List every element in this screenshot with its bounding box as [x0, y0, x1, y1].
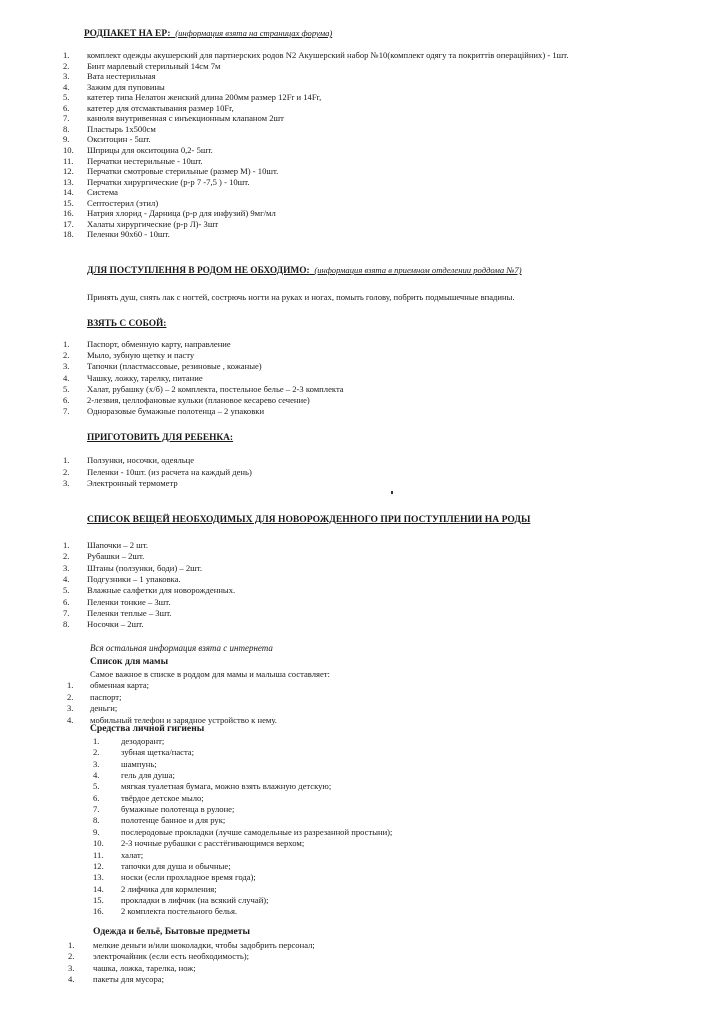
list-item: Ползунки, носочки, одеяльце [87, 455, 195, 465]
list-number: 5. [63, 92, 70, 103]
baby-prep-heading [87, 432, 233, 444]
list-item: мобильный телефон и зарядное устройство к нему. [90, 714, 277, 725]
list-number: 7. [63, 608, 70, 619]
list-number: 14. [93, 883, 104, 894]
list-item: зубная щетка/паста; [121, 747, 195, 758]
list-number: 2. [63, 60, 70, 71]
list-item: катетер типа Нелатон женский длина 200мм размер 12Fr и 14Fr, [87, 92, 322, 103]
newborn-heading [87, 514, 530, 526]
list-item: полотенце банное и для рук; [121, 815, 226, 826]
list-number: 3. [63, 562, 70, 573]
list-item: халат; [121, 849, 144, 860]
list-item: Влажные салфетки для новорожденных. [87, 585, 236, 596]
list-number: 14. [63, 187, 74, 198]
list-number: 11. [63, 155, 74, 166]
list-number: 1. [67, 680, 74, 690]
list-number: 3. [63, 71, 70, 82]
list-item: тапочки для душа и обычные; [121, 860, 231, 871]
list-number: 10. [63, 144, 74, 155]
list-number: 2. [63, 350, 70, 361]
list-item: 2 комплекта постельного белья. [121, 906, 238, 917]
list-item: Шапочки – 2 шт. [87, 540, 149, 550]
list-number: 6. [63, 596, 70, 607]
baby-prep-title: ПРИГОТОВИТЬ ДЛЯ РЕБЕНКА: [87, 433, 234, 443]
list-item: прокладки в лифчик (на всякий случай); [121, 894, 269, 905]
list-number: 1. [68, 940, 75, 950]
list-number: 2. [93, 747, 100, 758]
list-number: 1. [63, 339, 70, 349]
list-item: Септостерил (этил) [87, 197, 159, 208]
list-number: 3. [68, 962, 75, 973]
list-number: 9. [93, 826, 100, 837]
list-number: 13. [93, 872, 104, 883]
list-item: Перчатки хирургические (р-р 7 -7,5 ) - 10шт. [87, 176, 250, 187]
list-number: 8. [63, 123, 70, 134]
mama-title: Список для мамы [90, 656, 169, 667]
list-item: Штаны (ползунки, боди) – 2шт. [87, 562, 202, 573]
hygiene-title: Средства личной гигиены [90, 723, 205, 734]
list-item: Бинт марлевый стерильный 14см 7м [87, 60, 221, 71]
list-number: 3. [63, 478, 70, 488]
list-number: 3. [63, 361, 70, 372]
rodpaket-title: РОДПАКЕТ НА ЕР: [84, 29, 171, 39]
list-number: 9. [63, 134, 70, 145]
list-number: 4. [63, 372, 70, 383]
list-item: бумажные полотенца в рулоне; [121, 804, 235, 815]
list-item: гель для душа; [121, 770, 175, 781]
list-number: 15. [63, 197, 74, 208]
list-number: 17. [63, 218, 74, 229]
list-item: послеродовые прокладки (лучше самодельные из разрезанной простыни); [121, 826, 393, 837]
list-number: 3. [67, 703, 74, 713]
list-number: 4. [67, 714, 74, 725]
list-number: 2. [63, 466, 70, 477]
list-item: пакеты для мусора; [93, 974, 164, 985]
list-number: 4. [63, 574, 70, 585]
list-item: канюля внутривенная с инъекционным клапаном 2шт [87, 113, 284, 124]
list-item: мягкая туалетная бумага, можно взять влажную детскую; [121, 781, 332, 792]
list-number: 8. [63, 619, 70, 630]
list-item: шампунь; [121, 758, 157, 769]
list-item: электрочайник (если есть необходимость); [93, 951, 250, 962]
list-item: Вата нестерильная [87, 71, 156, 82]
list-number: 6. [63, 395, 70, 405]
rodpaket-heading [84, 27, 332, 40]
list-item: обменная карта; [90, 680, 150, 690]
list-item: Окситоцин - 5шт. [87, 134, 151, 145]
list-item: Зажим для пуповины [87, 81, 165, 92]
list-number: 16. [63, 208, 74, 219]
list-item: паспорт; [90, 691, 122, 702]
list-number: 8. [93, 815, 100, 826]
mama-intro: Самое важное в списке в роддом для мамы и малыша составляет: [90, 669, 330, 679]
list-number: 18. [63, 229, 74, 240]
list-number: 2. [63, 551, 70, 562]
list-item: 2 лифчика для кормления; [121, 883, 217, 894]
list-number: 7. [63, 406, 70, 417]
list-item: чашка, ложка, тарелка, нож; [93, 962, 196, 973]
list-number: 2. [67, 691, 74, 702]
list-item: Перчатки смотровые стерильные (размер М) - 10шт. [87, 166, 279, 177]
list-number: 1. [63, 455, 70, 465]
list-item: Шприцы для окситоцина 0,2- 5шт. [87, 144, 213, 155]
list-item: твёрдое детское мыло; [121, 792, 204, 803]
list-number: 4. [68, 974, 75, 985]
list-number: 1. [63, 50, 70, 60]
list-item: 2-3 ночные рубашки с расстёгивающимся верхом; [121, 838, 305, 849]
list-number: 10. [93, 838, 104, 849]
list-number: 3. [93, 758, 100, 769]
list-item: Одноразовые бумажные полотенца – 2 упаковки [87, 406, 265, 417]
take-heading [87, 318, 166, 330]
list-item: Пластырь 1х500см [87, 123, 156, 134]
list-number: 5. [63, 585, 70, 596]
list-number: 4. [63, 81, 70, 92]
list-number: 4. [93, 770, 100, 781]
list-item: комплект одежды акушерский для партнерских родов N2 Акушерский набор №10(комплект одягу та покриттів операційних) - 1шт. [87, 50, 569, 60]
take-title: ВЗЯТЬ С СОБОЙ: [87, 319, 167, 329]
admission-heading [87, 264, 522, 277]
newborn-title: СПИСОК ВЕЩЕЙ НЕОБХОДИМЫХ ДЛЯ НОВОРОЖДЕННОГО ПРИ ПОСТУПЛЕНИИ НА РОДЫ [87, 514, 531, 525]
list-number: 12. [63, 166, 74, 177]
list-number: 11. [93, 849, 104, 860]
list-number: 1. [93, 736, 100, 746]
list-item: Паспорт, обменную карту, направление [87, 339, 231, 349]
list-number: 7. [63, 113, 70, 124]
rodpaket-note: (информация взята на страницах форума) [175, 28, 333, 38]
list-item: Подгузники – 1 упаковка. [87, 574, 181, 585]
admission-text: Принять душ, снять лак с ногтей, сострючь ногти на руках и ногах, помыть голову, побрить подмышечные впадины. [87, 292, 515, 302]
list-item: носки (если прохладное время года); [121, 872, 256, 883]
list-item: катетер для отсмактывания размер 10Fr, [87, 102, 234, 113]
list-item: деньги; [90, 703, 118, 713]
list-number: 6. [93, 792, 100, 803]
list-number: 5. [93, 781, 100, 792]
list-item: Пеленки - 10шт. (из расчета на каждый день) [87, 466, 252, 477]
list-item: Мыло, зубную щетку и пасту [87, 350, 195, 361]
list-number: 6. [63, 102, 70, 113]
list-item: Халат, рубашку (х/б) – 2 комплекта, постельное белье – 2-3 комплекта [87, 383, 344, 394]
list-item: Халаты хирургические (р-р Л)- 3шт [87, 218, 219, 229]
clothes-title: Одежда и бельё, Бытовые предметы [93, 926, 250, 937]
admission-note: (информация взята в приемном отделении роддома №7) [314, 265, 522, 275]
list-number: 1. [63, 540, 70, 550]
list-number: 13. [63, 176, 74, 187]
list-item: мелкие деньги и/или шоколадки, чтобы задобрить персонал; [93, 940, 315, 950]
list-number: 2. [68, 951, 75, 962]
list-item: Чашку, ложку, тарелку, питание [87, 372, 203, 383]
list-item: Пеленки тонкие – 3шт. [87, 596, 171, 607]
list-item: Пеленки теплые – 3шт. [87, 608, 172, 619]
list-item: дезодорант; [121, 736, 165, 746]
list-item: Перчатки нестерильные - 10шт. [87, 155, 203, 166]
list-item: Натрия хлорид - Дарница (р-р для инфузий) 9мг/мл [87, 208, 276, 219]
list-number: 12. [93, 860, 104, 871]
list-number: 7. [93, 804, 100, 815]
list-number: 5. [63, 383, 70, 394]
list-item: Носочки – 2шт. [87, 619, 144, 630]
list-number: 16. [93, 906, 104, 917]
list-number: 15. [93, 894, 104, 905]
list-item: Тапочки (пластмассовые, резиновые , кожаные) [87, 361, 262, 372]
list-item: Электронный термометр [87, 478, 178, 488]
list-item: Система [87, 187, 118, 198]
list-item: 2-лезвия, целлофановые кульки (плановое кесарево сечение) [87, 395, 310, 405]
list-item: Пеленки 90х60 - 10шт. [87, 229, 170, 240]
scan-speck [391, 491, 393, 494]
admission-title: ДЛЯ ПОСТУПЛЕННЯ В РОДОМ НЕ ОБХОДИМО: [87, 266, 310, 276]
internet-note: Вся остальная информация взята с интернета [90, 643, 273, 653]
list-item: Рубашки – 2шт. [87, 551, 145, 562]
